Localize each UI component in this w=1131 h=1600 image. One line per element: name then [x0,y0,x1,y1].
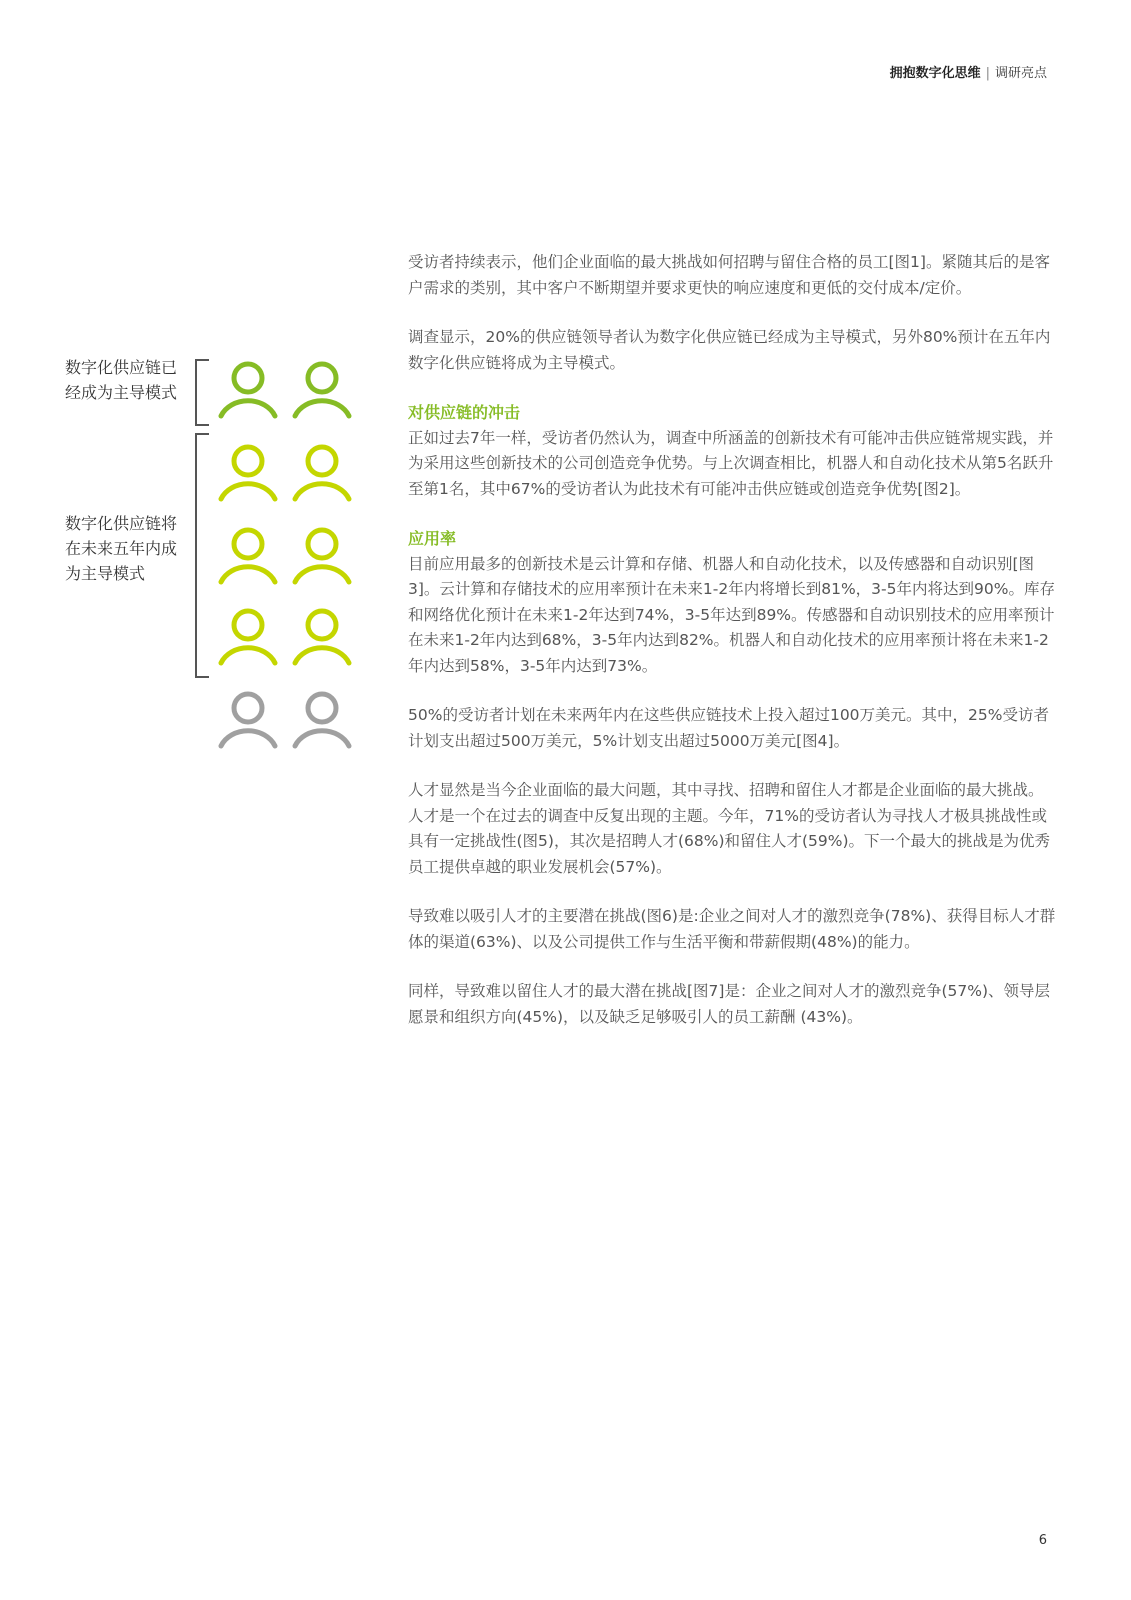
person-icon [216,688,280,750]
bracket-future [195,433,209,678]
label-current-dominant: 数字化供应链已经成为主导模式 [65,358,178,402]
bracket-current [195,359,209,426]
paragraph: 50%的受访者计划在未来两年内在这些供应链技术上投入超过100万美元。其中，25%受访者计划支出超过500万美元，5%计划支出超过5000万美元[图4]。 [408,706,1049,750]
person-icon [290,441,354,503]
running-header [890,62,1047,81]
header-separator: | [985,66,990,81]
header-title: 拥抱数字化思维 [889,66,981,81]
body-text [408,250,1058,1054]
person-icon [290,605,354,667]
section-heading-adoption: 应用率 [408,529,457,548]
paragraph: 目前应用最多的创新技术是云计算和存储、机器人和自动化技术，以及传感器和自动识别[图3]。云计算和存储技术的应用率预计在未来1-2年内将增长到81%，3-5年内将达到90%。库存和网络优化预计在未来1-2年达到74%，3-5年达到89%。传感器和自动识别技术的应用率预计在未来1-2年内达到68%，3-5年内达到82%。机器人和自动化技术的应用率预计将在未来1-2年内达到58%，3-5年内达到73%。 [408,554,1055,675]
person-icon [290,358,354,420]
person-icon [216,524,280,586]
section-heading-impact: 对供应链的冲击 [408,403,521,422]
person-icon [290,688,354,750]
person-icon [290,524,354,586]
paragraph: 正如过去7年一样，受访者仍然认为，调查中所涵盖的创新技术有可能冲击供应链常规实践，并为采用这些创新技术的公司创造竞争优势。与上次调查相比，机器人和自动化技术从第5名跃升至第1名，其中67%的受访者认为此技术有可能冲击供应链或创造竞争优势[图2]。 [408,428,1054,498]
paragraph: 人才显然是当今企业面临的最大问题，其中寻找、招聘和留住人才都是企业面临的最大挑战。人才是一个在过去的调查中反复出现的主题。今年，71%的受访者认为寻找人才极具挑战性或具有一定挑战性(图5)，其次是招聘人才(68%)和留住人才(59%)。下一个最大的挑战是为优秀员工提供卓越的职业发展机会(57%)。 [408,781,1051,876]
person-icon [216,605,280,667]
paragraph: 受访者持续表示，他们企业面临的最大挑战如何招聘与留住合格的员工[图1]。紧随其后的是客户需求的类别，其中客户不断期望并要求更快的响应速度和更低的交付成本/定价。 [408,253,1050,297]
person-icon [216,358,280,420]
label-future-dominant: 数字化供应链将在未来五年内成为主导模式 [65,514,178,583]
header-section: 调研亮点 [994,66,1047,81]
person-icon [216,441,280,503]
paragraph: 同样，导致难以留住人才的最大潜在挑战[图7]是：企业之间对人才的激烈竞争(57%)、领导层愿景和组织方向(45%)，以及缺乏足够吸引人的员工薪酬 (43%)。 [408,982,1051,1026]
paragraph: 调查显示，20%的供应链领导者认为数字化供应链已经成为主导模式，另外80%预计在五年内数字化供应链将成为主导模式。 [408,328,1051,372]
paragraph: 导致难以吸引人才的主要潜在挑战(图6)是:企业之间对人才的激烈竞争(78%)、获得目标人才群体的渠道(63%)、以及公司提供工作与生活平衡和带薪假期(48%)的能力。 [408,907,1056,951]
page-number: 6 [1038,1533,1047,1548]
